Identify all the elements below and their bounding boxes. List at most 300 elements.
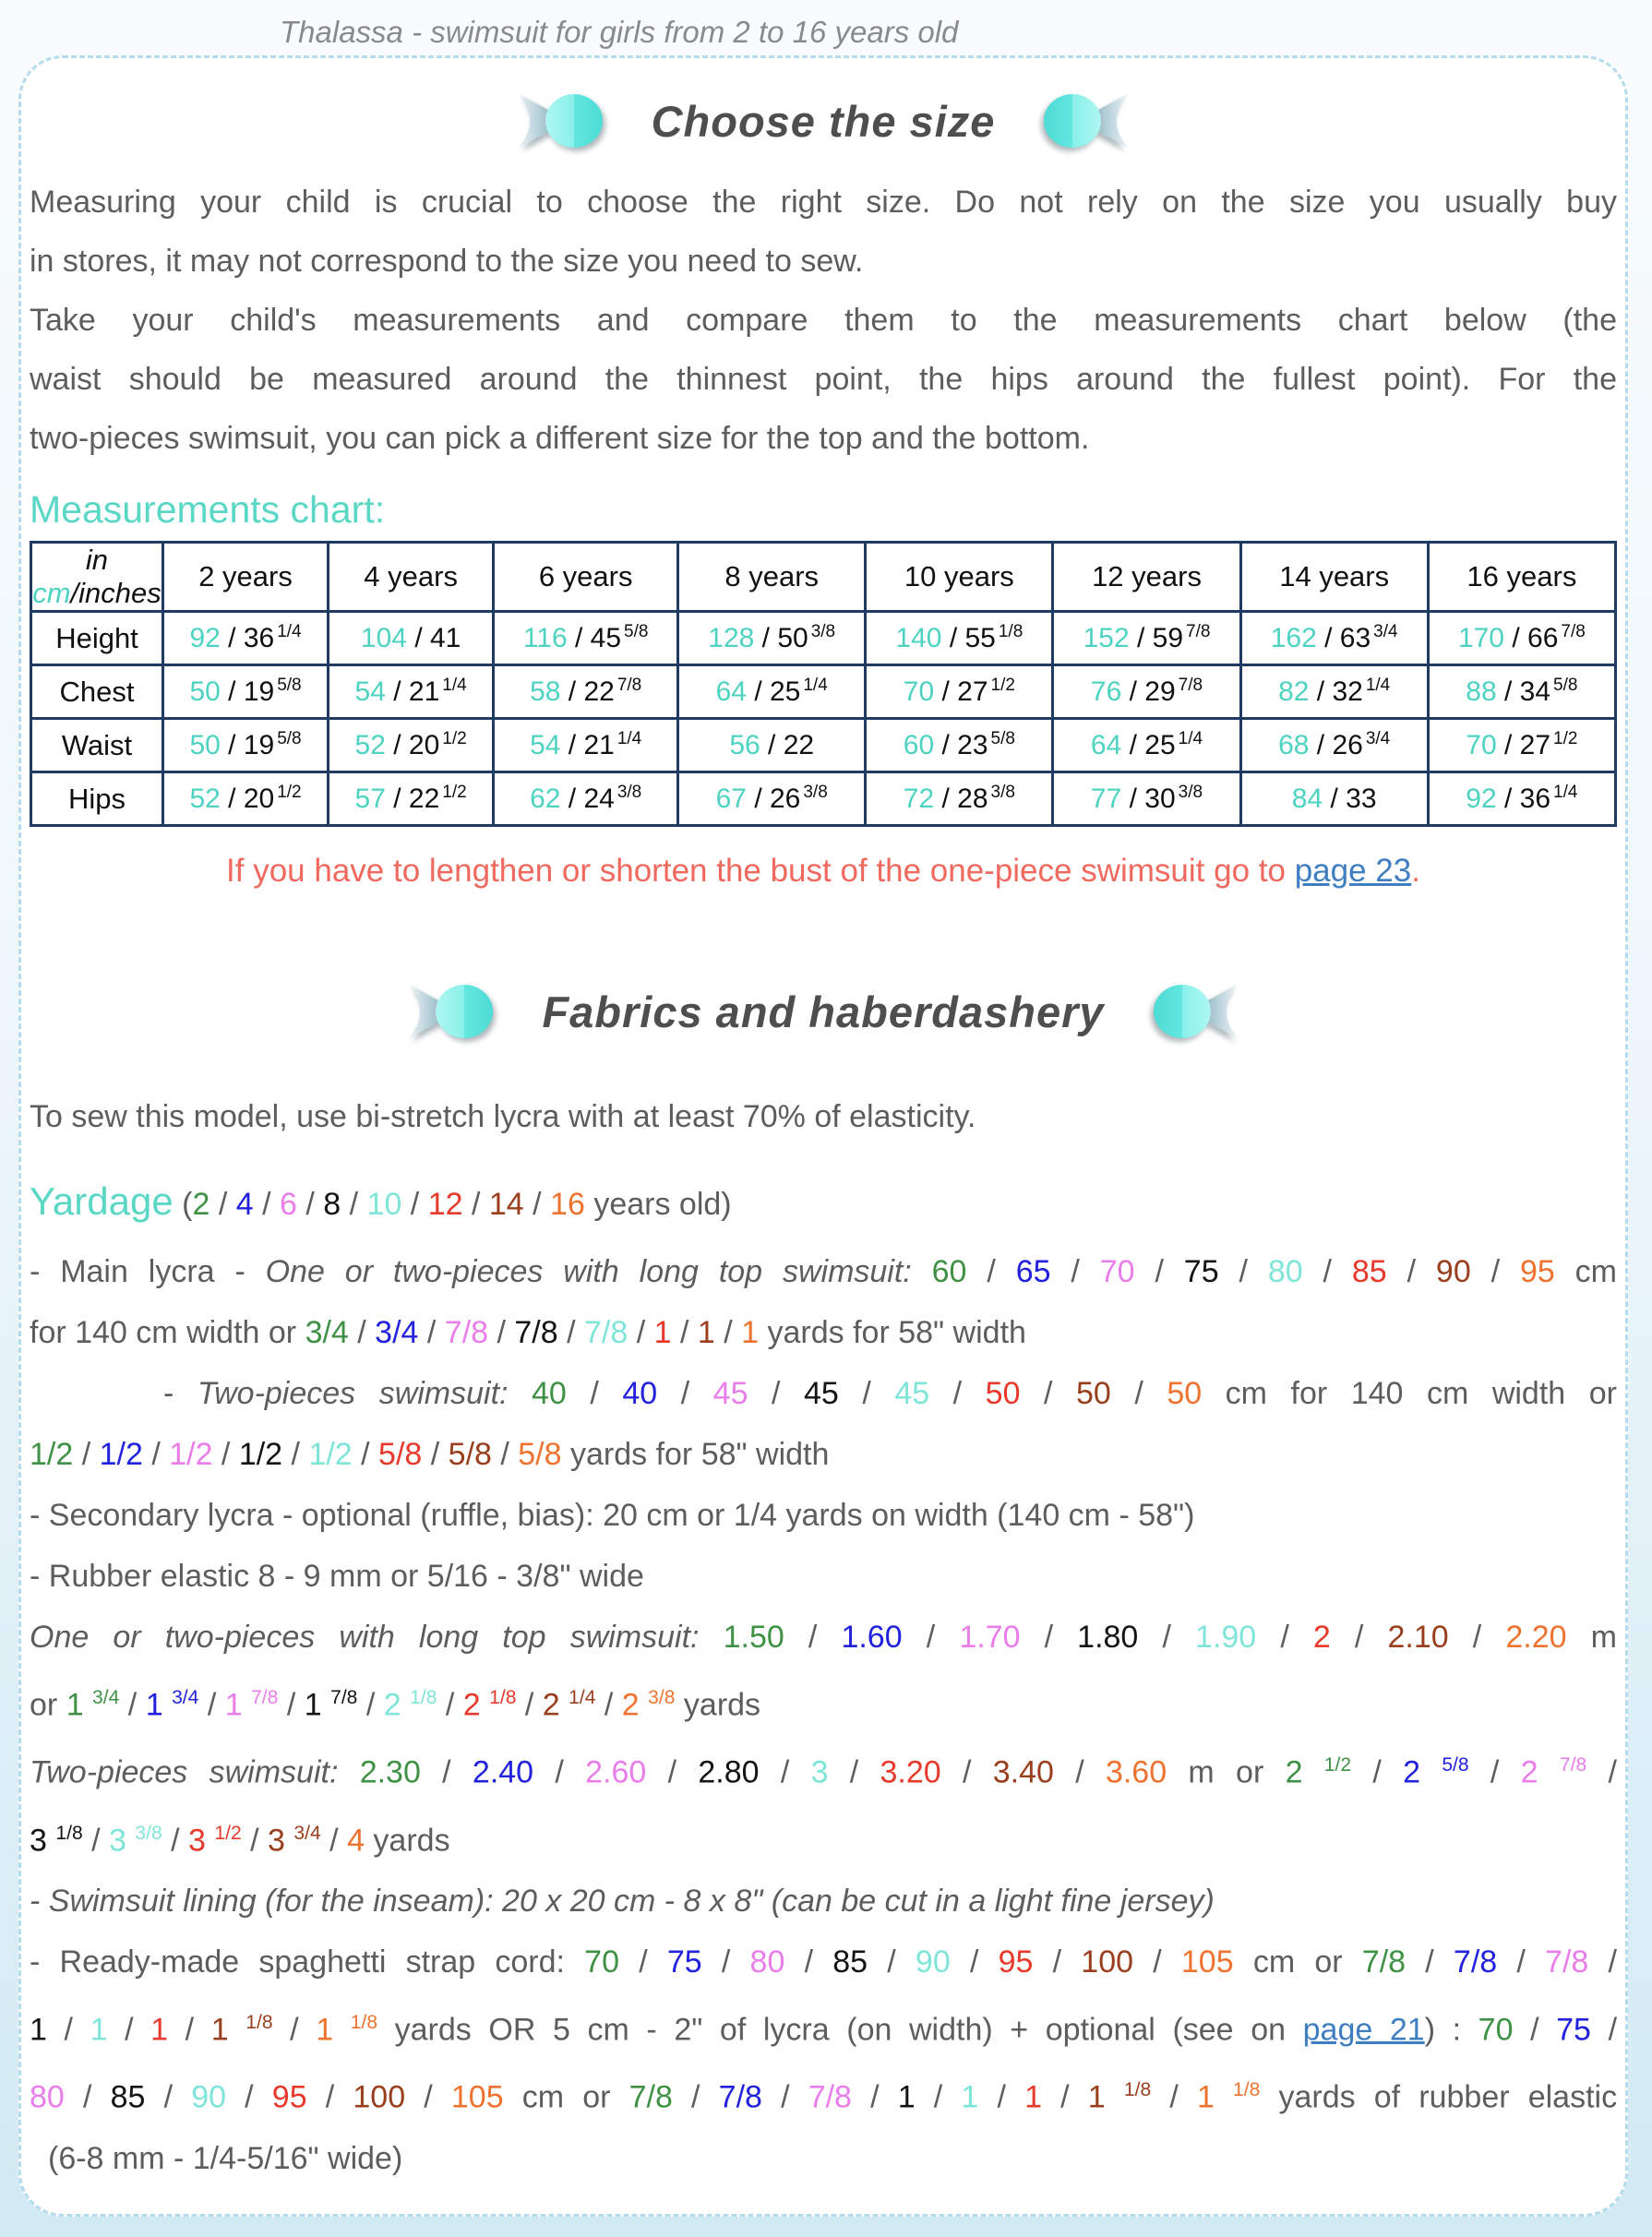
text-span: 1 [210, 2012, 246, 2048]
text-span: 7/8 [1453, 1944, 1498, 1980]
text-span: 85 [110, 2079, 146, 2115]
text-span: in [85, 544, 109, 576]
text-span: yards for 58" width [759, 1315, 1026, 1350]
inch-value: / 26 [746, 784, 801, 814]
cm-value: 92 [1466, 784, 1497, 814]
text-span: / [1033, 1944, 1082, 1980]
text-span: Yardage [30, 1179, 174, 1223]
text-span: - Swimsuit lining (for the inseam): 20 x 20 cm - 8 x 8" (can be cut in a light fine jersey) [30, 1883, 1215, 1919]
measurement-cell [494, 612, 678, 665]
inch-value: / 55 [941, 623, 996, 653]
text-span: / [46, 2012, 90, 2048]
yardage-heading-line [30, 1178, 1617, 1228]
text-span: Take your child's measurements and compare them to the measurements chart below (the [30, 303, 1617, 338]
text-span: 50 [985, 1376, 1021, 1411]
inch-value: / 25 [1121, 730, 1176, 760]
inch-value: / 33 [1323, 783, 1377, 814]
text-line [30, 1302, 1617, 1363]
text-line [30, 173, 1617, 232]
text-line [30, 291, 1617, 350]
measurement-cell [1053, 612, 1240, 665]
choose-size-heading: Choose the size [651, 96, 996, 146]
text-span: / [533, 1754, 586, 1790]
text-span: / [646, 1754, 699, 1790]
text-span: 14 [488, 1187, 524, 1222]
yardage-lines [30, 1241, 1617, 2189]
page-link[interactable]: page 21 [1302, 2012, 1425, 2048]
text-span: 2 [1312, 1620, 1331, 1655]
inch-fraction: 1/4 [277, 622, 302, 641]
text-span: / [1302, 1254, 1352, 1289]
text-span: - Secondary lycra - optional (ruffle, bias): 20 cm or 1/4 yards on width (140 cm - 58") [30, 1498, 1195, 1533]
inch-value: / 20 [385, 730, 440, 760]
inch-value: / 25 [746, 676, 801, 707]
text-span: 75 [1556, 2012, 1591, 2048]
text-span: / [1020, 1376, 1076, 1411]
text-line [30, 2060, 1617, 2127]
text-span: / [488, 1315, 515, 1350]
measurements-chart-label: Measurements chart: [30, 488, 386, 531]
text-span: 3/4 [172, 1687, 199, 1708]
table-row [31, 772, 1616, 826]
table-header-row [31, 543, 1616, 612]
text-span: 1 [150, 2012, 169, 2048]
age-column-header: 6 years [494, 543, 678, 612]
measurement-cell [1240, 772, 1428, 826]
text-span: 1 [224, 1687, 252, 1723]
inch-value: / 41 [406, 622, 461, 653]
inch-value: / 27 [934, 676, 988, 707]
cm-value: 170 [1457, 623, 1504, 653]
measurement-cell [866, 665, 1053, 719]
fabrics-intro [30, 1087, 1617, 1146]
text-span: 3.20 [880, 1754, 941, 1790]
inch-value: / 34 [1496, 676, 1551, 707]
inch-fraction: 3/8 [1178, 783, 1203, 802]
text-span: / [619, 1944, 667, 1980]
text-span: / [212, 1437, 239, 1472]
text-span: cm [1554, 1254, 1618, 1289]
text-line [30, 1992, 1617, 2060]
measurement-cell [1053, 665, 1240, 719]
measurement-cell [163, 665, 329, 719]
text-span: 1/8 [55, 1822, 83, 1844]
text-span: / [1497, 1944, 1546, 1980]
cm-value: 77 [1090, 784, 1122, 814]
text-line [30, 1607, 1617, 1668]
text-line [30, 1363, 1617, 1424]
text-span: / [1586, 1754, 1617, 1790]
measurement-cell [163, 772, 329, 826]
text-span: Measuring your child is crucial to choose the right size. Do not rely on the size you usually buy [30, 185, 1617, 220]
measurement-cell [494, 772, 678, 826]
text-span: 3 [109, 1822, 136, 1858]
text-span: 1.90 [1195, 1620, 1257, 1655]
text-span: (6-8 mm - 1/4-5/16" wide) [48, 2140, 403, 2176]
text-line [30, 1087, 1617, 1146]
text-span: / [1470, 1254, 1520, 1289]
measurement-cell [1428, 719, 1615, 772]
measurement-cell [678, 612, 866, 665]
text-span: / [73, 1437, 100, 1472]
text-span: 95 [271, 2079, 307, 2115]
text-span: 10 [366, 1187, 402, 1222]
text-span: / [1448, 1620, 1506, 1655]
text-span: / [759, 1754, 811, 1790]
measurement-cell [866, 612, 1053, 665]
text-span: 70 [1478, 2012, 1514, 2048]
text-span: 100 [353, 2079, 406, 2115]
inch-fraction: 5/8 [277, 676, 302, 695]
text-line [30, 1424, 1617, 1485]
text-span: 1 [741, 1315, 760, 1350]
text-line [30, 409, 1617, 468]
cm-value: 76 [1090, 676, 1122, 707]
text-span: 2 [621, 1687, 649, 1723]
cm-value: 84 [1291, 783, 1323, 814]
text-span: / [1042, 2079, 1088, 2115]
text-span: yards of rubber elastic [1260, 2079, 1618, 2115]
measurement-cell [1428, 772, 1615, 826]
text-span: 70 [584, 1944, 619, 1980]
text-span: 1/8 [1233, 2079, 1261, 2101]
text-span: 95 [998, 1944, 1034, 1980]
text-span: 1/4 [569, 1687, 596, 1708]
inch-value: / 22 [560, 676, 615, 707]
text-span: 7/8 [514, 1315, 558, 1350]
text-span: / [902, 1620, 960, 1655]
cm-value: 92 [189, 623, 221, 653]
measurement-cell [1053, 772, 1240, 826]
text-span: / [209, 1187, 236, 1222]
text-span: 2.40 [472, 1754, 534, 1790]
text-span: - [163, 1376, 198, 1411]
text-span: 5/8 [448, 1437, 492, 1472]
text-span: / [1330, 1620, 1388, 1655]
text-span: 60 [931, 1254, 967, 1289]
inch-fraction: 3/8 [990, 783, 1015, 802]
text-span: / [1351, 1754, 1404, 1790]
text-span: 2 [542, 1687, 569, 1723]
text-span: / [868, 1944, 916, 1980]
age-column-header: 14 years [1240, 543, 1428, 612]
text-span: / [418, 1315, 445, 1350]
measurement-cell [1428, 612, 1615, 665]
text-span: / [1218, 1254, 1268, 1289]
text-span: for 140 cm width or [30, 1315, 305, 1350]
inch-fraction: 7/8 [1178, 676, 1203, 695]
text-span: 105 [1180, 1944, 1234, 1980]
text-span: 1 [961, 2079, 979, 2115]
inch-fraction: 1/4 [1178, 729, 1203, 748]
cm-value: 72 [903, 784, 935, 814]
inch-fraction: 1/4 [1553, 783, 1578, 802]
text-span: 3/8 [648, 1687, 676, 1708]
text-span: / [341, 1187, 367, 1222]
cm-value: 128 [708, 623, 755, 653]
cm-value: 60 [903, 730, 935, 760]
inch-value: / 23 [934, 730, 988, 760]
cm-value: 54 [530, 730, 561, 760]
inch-fraction: 1/2 [442, 729, 467, 748]
text-span: 7/8 [584, 1315, 628, 1350]
text-span: 1 [1196, 2079, 1234, 2115]
text-line [30, 1871, 1617, 1932]
measurement-cell [163, 719, 329, 772]
cm-value: 70 [1466, 730, 1497, 760]
text-span: 1.80 [1077, 1620, 1139, 1655]
text-span: 1 [30, 2012, 47, 2048]
text-span: 3/8 [135, 1822, 162, 1844]
text-span: / [784, 1620, 842, 1655]
inch-fraction: 7/8 [1186, 622, 1211, 641]
text-span: 1/2 [308, 1437, 353, 1472]
text-span: 1 [1087, 2079, 1124, 2115]
text-span: / [306, 2079, 353, 2115]
text-span: two-pieces swimsuit, you can pick a different size for the top and the bottom. [30, 421, 1090, 456]
inch-value: / 63 [1316, 623, 1371, 653]
text-span: 3.60 [1105, 1754, 1167, 1790]
text-span: - Rubber elastic 8 - 9 mm or 5/16 - 3/8" wide [30, 1559, 644, 1594]
measurement-cell [678, 665, 866, 719]
cm-value: 50 [189, 676, 221, 707]
text-span: 8 [323, 1187, 341, 1222]
text-span: / [253, 1187, 280, 1222]
text-span: / [145, 2079, 192, 2115]
text-span: / [420, 1754, 473, 1790]
cm-value: 152 [1083, 623, 1130, 653]
text-span: 105 [450, 2079, 504, 2115]
text-span: 80 [30, 2079, 65, 2115]
text-span: 7/8 [808, 2079, 852, 2115]
measurements-table [30, 541, 1617, 827]
text-span: 45 [804, 1376, 839, 1411]
cm-value: 52 [189, 784, 221, 814]
text-span: / [357, 1687, 384, 1723]
age-column-header: 4 years [329, 543, 494, 612]
cm-value: 140 [895, 623, 942, 653]
cm-value: 104 [360, 622, 407, 653]
text-span: / [966, 1254, 1016, 1289]
text-span: yards for 58" width [561, 1437, 830, 1472]
text-span: /inches [70, 577, 162, 609]
text-span: 7/8 [330, 1687, 358, 1708]
text-span: 7/8 [1361, 1944, 1407, 1980]
text-span: / [282, 1437, 309, 1472]
text-span: 7/8 [628, 2079, 673, 2115]
text-span: / [352, 1437, 379, 1472]
text-span: / [491, 1437, 519, 1472]
text-span: 6 [280, 1187, 297, 1222]
inch-value: / 66 [1504, 623, 1559, 653]
cm-value: 50 [189, 730, 221, 760]
text-span: Two-pieces swimsuit: [30, 1754, 360, 1790]
text-span: 1 [304, 1687, 331, 1723]
inch-fraction: 7/8 [1561, 622, 1586, 641]
text-line [30, 1485, 1617, 1546]
measurement-cell [678, 719, 866, 772]
text-span: 3/4 [305, 1315, 349, 1350]
text-span: 45 [894, 1376, 930, 1411]
text-span: - Main lycra - [30, 1254, 266, 1289]
text-span: ( [173, 1187, 193, 1222]
measurement-cell [1053, 719, 1240, 772]
text-span: Two-pieces swimsuit: [197, 1376, 533, 1411]
text-line [30, 232, 1617, 291]
text-span: / [437, 1687, 463, 1723]
text-span: / [241, 1822, 269, 1858]
text-span: / [142, 1437, 170, 1472]
text-span: 1/2 [99, 1437, 143, 1472]
text-span: / [761, 2079, 808, 2115]
fish-icon [405, 982, 497, 1041]
text-span: / [1151, 2079, 1197, 2115]
text-span: 4 [347, 1822, 365, 1858]
inch-fraction: 3/4 [1365, 729, 1391, 748]
text-span: 50 [1075, 1376, 1111, 1411]
inch-fraction: 3/4 [1373, 622, 1398, 641]
text-span: / [828, 1754, 880, 1790]
text-span: 95 [1519, 1254, 1555, 1289]
text-span: / [1588, 1944, 1617, 1980]
inch-fraction: 1/4 [803, 676, 828, 695]
text-line [30, 350, 1617, 409]
inch-fraction: 5/8 [277, 729, 302, 748]
text-span: 1/8 [489, 1687, 517, 1708]
text-span: 12 [427, 1187, 463, 1222]
cm-value: 57 [354, 784, 386, 814]
text-span: / [714, 1315, 742, 1350]
cm-value: 70 [903, 676, 935, 707]
text-span: 2.20 [1505, 1620, 1567, 1655]
text-span: cm or [503, 2079, 629, 2115]
row-label: Hips [31, 772, 163, 826]
choose-size-heading-row [30, 91, 1617, 150]
inch-value: / 28 [934, 784, 988, 814]
measurement-cell [494, 719, 678, 772]
text-span: 2 [383, 1687, 411, 1723]
inch-value: / 26 [1309, 730, 1363, 760]
text-span: / [566, 1376, 623, 1411]
text-span: 1/8 [350, 2011, 378, 2033]
text-line [30, 1735, 1617, 1802]
cm-value: 64 [715, 676, 747, 707]
text-span: / [162, 1822, 189, 1858]
text-span: waist should be measured around the thinnest point, the hips around the fullest point). For the [30, 362, 1617, 397]
text-span: / [929, 1376, 986, 1411]
text-span: / [1133, 1944, 1181, 1980]
text-span: cm for 140 cm width or [1202, 1376, 1617, 1411]
cm-value: 116 [522, 623, 568, 653]
text-span: / [940, 1754, 993, 1790]
table-row [31, 665, 1616, 719]
intro-paragraphs [30, 173, 1617, 468]
text-span: / [272, 2012, 317, 2048]
text-span: 70 [1099, 1254, 1135, 1289]
fish-icon [515, 91, 607, 150]
inch-value: / 19 [220, 730, 275, 760]
text-span: 40 [622, 1376, 658, 1411]
text-span: / [462, 1187, 489, 1222]
text-span: 7/8 [251, 1687, 279, 1708]
text-span: 90 [191, 2079, 227, 2115]
measurement-cell [329, 772, 494, 826]
text-span: 2.10 [1387, 1620, 1449, 1655]
inch-value: / 29 [1121, 676, 1176, 707]
measurement-cell [1240, 719, 1428, 772]
inch-fraction: 1/4 [1365, 676, 1391, 695]
text-span: 1 [697, 1315, 715, 1350]
fish-icon [1039, 91, 1131, 150]
inch-fraction: 1/2 [990, 676, 1015, 695]
unit-header-cell [31, 543, 163, 612]
row-label: Height [31, 612, 163, 665]
text-span: / [671, 1315, 698, 1350]
text-span: 5/8 [378, 1437, 423, 1472]
measurement-cell [1240, 665, 1428, 719]
text-span: cm [32, 577, 71, 609]
text-span: / [1386, 1254, 1436, 1289]
text-span: / [595, 1687, 622, 1723]
text-span: / [701, 1944, 750, 1980]
text-span: yards [364, 1822, 450, 1858]
text-span: 7/8 [718, 2079, 762, 2115]
text-span: / [950, 1944, 999, 1980]
text-span: / [784, 1944, 833, 1980]
text-span: 1.50 [723, 1620, 784, 1655]
text-span: / [1020, 1620, 1078, 1655]
text-span: 2.30 [359, 1754, 421, 1790]
text-span: 1/8 [1123, 2079, 1152, 2101]
text-span: 80 [1267, 1254, 1303, 1289]
text-span: / [557, 1315, 584, 1350]
text-span: 3 [188, 1822, 215, 1858]
measurement-cell [329, 612, 494, 665]
text-span: 1 [145, 1687, 173, 1723]
text-span: 2 [1285, 1754, 1324, 1790]
text-span: 1/2 [214, 1822, 242, 1844]
text-span: / [1513, 2012, 1557, 2048]
age-column-header: 10 years [866, 543, 1053, 612]
inch-value: / 59 [1129, 623, 1184, 653]
cm-value: 64 [1090, 730, 1122, 760]
inch-fraction: 1/4 [617, 729, 642, 748]
text-span: / [838, 1376, 895, 1411]
text-span: 1.60 [841, 1620, 903, 1655]
text-span: One or two-pieces with long top swimsuit: [265, 1254, 932, 1289]
text-span: 5/8 [1442, 1754, 1469, 1776]
text-span: / [226, 2079, 272, 2115]
page-23-link[interactable]: page 23 [1294, 853, 1412, 889]
cm-value: 62 [530, 784, 561, 814]
text-span: / [82, 1822, 110, 1858]
text-span: 3.40 [992, 1754, 1054, 1790]
inch-value: / 27 [1496, 730, 1551, 760]
table-row [31, 612, 1616, 665]
text-span: / [628, 1315, 654, 1350]
text-span: 75 [666, 1944, 702, 1980]
text-span: / [348, 1315, 376, 1350]
text-span: / [748, 1376, 804, 1411]
inch-value: / 21 [560, 730, 615, 760]
inch-fraction: 3/8 [617, 783, 642, 802]
inch-value: / 36 [220, 623, 275, 653]
size-note [30, 853, 1617, 890]
text-span: m [1566, 1620, 1617, 1655]
text-span: 80 [749, 1944, 785, 1980]
text-span: 1/8 [245, 2011, 273, 2033]
measurement-cell [678, 772, 866, 826]
